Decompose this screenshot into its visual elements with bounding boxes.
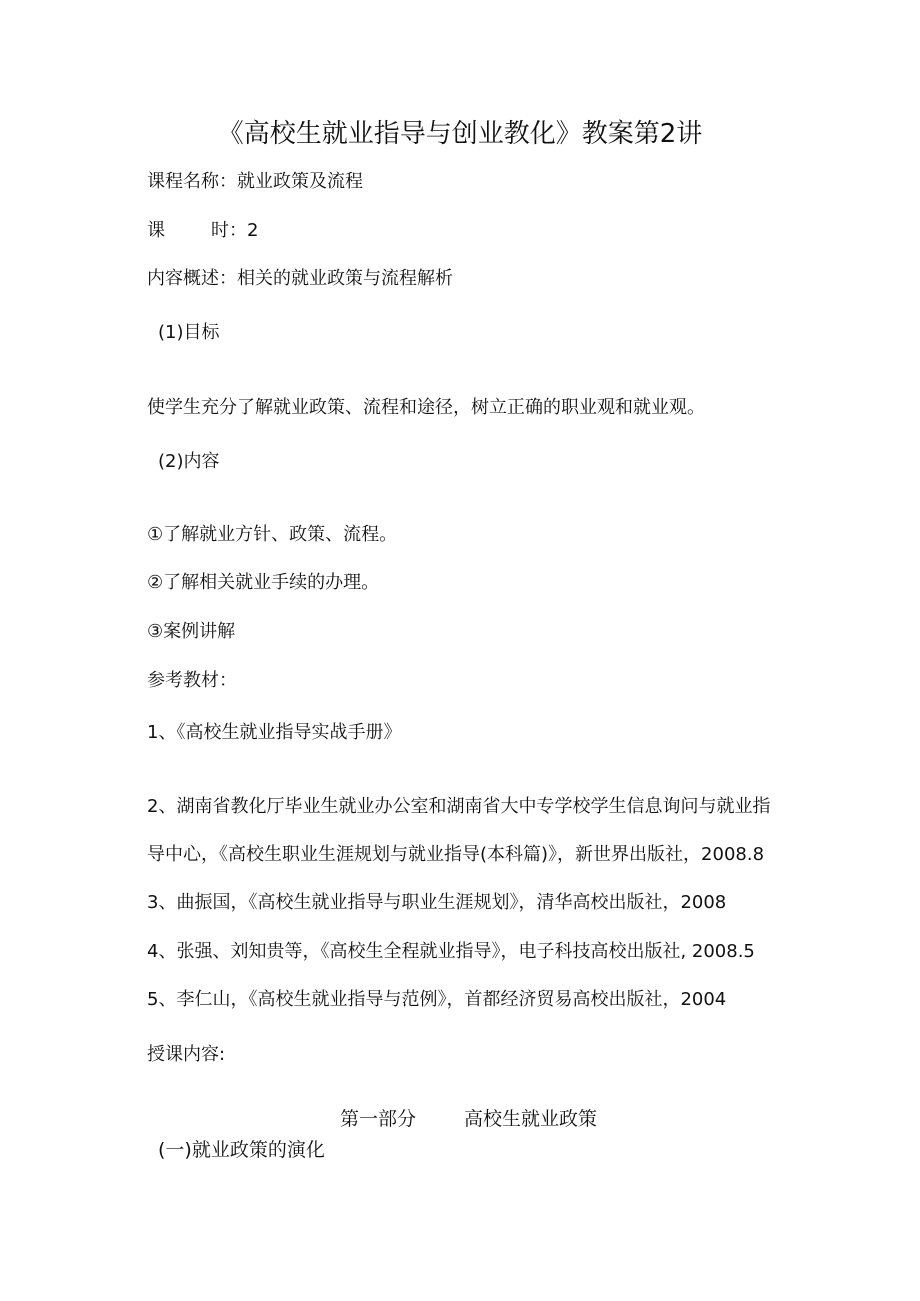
content-item: ③案例讲解	[147, 621, 236, 642]
course-name-value: 就业政策及流程	[237, 171, 363, 192]
document-title: 《高校生就业指导与创业教化》教案第2讲	[217, 119, 703, 149]
hours-label-a: 课	[147, 220, 165, 241]
references-label: 参考教材：	[147, 670, 237, 691]
section-heading: (一)就业政策的演化	[158, 1139, 325, 1161]
overview-label: 内容概述：	[147, 268, 237, 289]
overview-row	[147, 267, 453, 291]
part-heading-title: 高校生就业政策	[464, 1108, 598, 1130]
course-name-label: 课程名称：	[147, 171, 237, 192]
hours-value: 2	[247, 220, 259, 241]
overview-value: 相关的就业政策与流程解析	[237, 268, 453, 289]
content-item: ①了解就业方针、政策、流程。	[147, 524, 398, 545]
part-heading-number: 第一部分	[340, 1108, 417, 1130]
goal-heading: (1)目标	[158, 322, 220, 343]
reference-item: 1、《高校生就业指导实战手册》	[147, 722, 402, 743]
content-item: ②了解相关就业手续的办理。	[147, 572, 380, 593]
reference-item: 3、曲振国，《高校生就业指导与职业生涯规划》，清华高校出版社，2008	[147, 892, 727, 913]
part-heading	[340, 1106, 597, 1132]
reference-item: 5、李仁山，《高校生就业指导与范例》，首都经济贸易高校出版社，2004	[147, 989, 727, 1010]
content-heading: (2)内容	[158, 451, 220, 472]
hours-row	[147, 219, 258, 243]
reference-item: 导中心，《高校生职业生涯规划与就业指导(本科篇)》，新世界出版社，2008.8	[147, 844, 765, 865]
hours-label-b: 时：	[211, 220, 247, 241]
course-name-row	[147, 170, 363, 194]
reference-item: 2、湖南省教化厅毕业生就业办公室和湖南省大中专学校学生信息询问与就业指	[147, 796, 771, 817]
reference-item: 4、张强、刘知贵等，《高校生全程就业指导》，电子科技高校出版社, 2008.5	[147, 941, 755, 962]
goal-text: 使学生充分了解就业政策、流程和途径，树立正确的职业观和就业观。	[147, 397, 705, 418]
lecture-label: 授课内容:	[147, 1044, 226, 1065]
